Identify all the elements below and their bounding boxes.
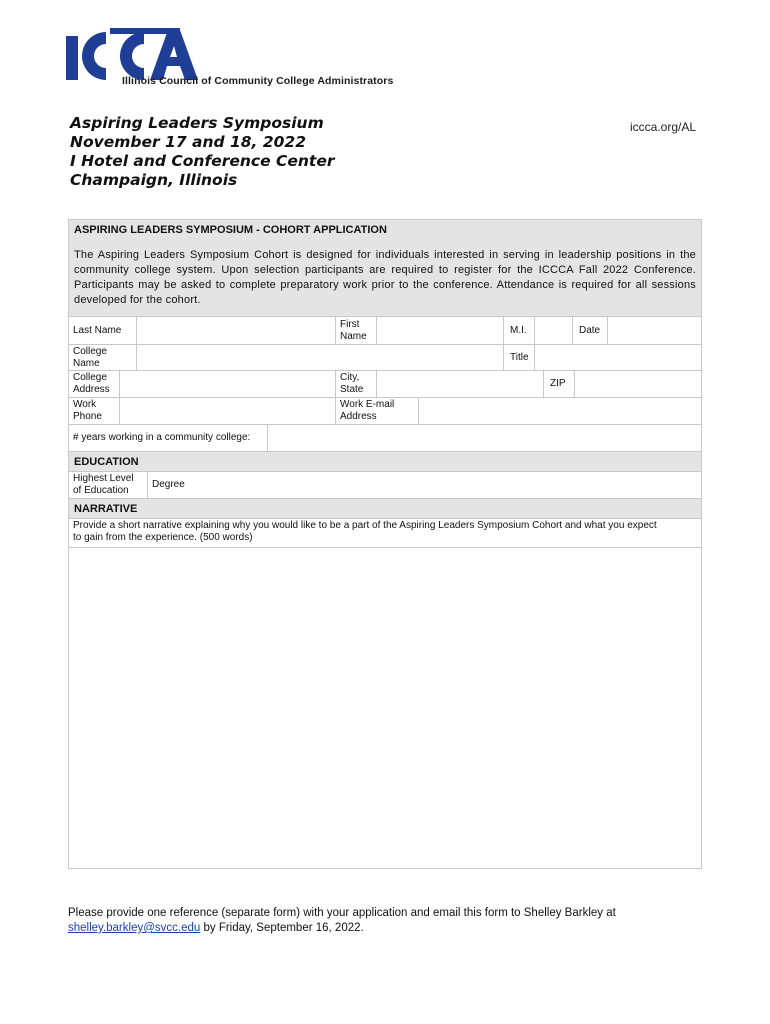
last-name-label: Last Name xyxy=(73,324,122,336)
work-email-field[interactable] xyxy=(418,398,701,424)
work-email-label: Work E-mail Address xyxy=(340,399,395,422)
city-state-label: City, State xyxy=(340,372,364,395)
event-url: iccca.org/AL xyxy=(630,120,697,134)
first-name-field[interactable] xyxy=(376,317,504,344)
work-phone-field[interactable] xyxy=(119,398,336,424)
first-name-label: First Name xyxy=(340,318,367,342)
date-field[interactable] xyxy=(607,317,701,344)
footer-deadline: by Friday, September 16, 2022. xyxy=(200,922,364,934)
event-dates: November 17 and 18, 2022 xyxy=(70,133,306,151)
degree-field[interactable] xyxy=(147,472,701,498)
years-row xyxy=(68,425,702,451)
event-title: Aspiring Leaders Symposium xyxy=(70,114,324,132)
address-row xyxy=(68,371,702,397)
narrative-section xyxy=(68,499,702,518)
title-label: Title xyxy=(510,351,529,363)
footer-note xyxy=(68,906,708,936)
contact-row xyxy=(68,398,702,424)
college-name-field[interactable] xyxy=(136,345,504,370)
city-state-field[interactable] xyxy=(376,371,544,397)
narrative-prompt-row xyxy=(68,519,702,547)
form-heading: ASPIRING LEADERS SYMPOSIUM - COHORT APPLICATION xyxy=(74,224,387,236)
education-row xyxy=(68,472,702,498)
college-address-label: College Address xyxy=(73,372,110,395)
narrative-textarea[interactable] xyxy=(68,548,702,868)
narrative-heading: NARRATIVE xyxy=(74,503,138,515)
org-name: Illinois Council of Community College Administrators xyxy=(122,75,394,87)
zip-field[interactable] xyxy=(574,371,701,397)
education-heading: EDUCATION xyxy=(74,456,139,468)
form-intro-block xyxy=(68,220,702,316)
last-name-field[interactable] xyxy=(136,317,336,344)
years-working-label: # years working in a community college: xyxy=(73,432,251,443)
mi-field[interactable] xyxy=(534,317,573,344)
work-phone-label: Work Phone xyxy=(73,399,102,422)
mi-label: M.I. xyxy=(510,324,527,336)
event-header xyxy=(70,114,335,190)
degree-label: Degree xyxy=(152,479,185,490)
event-location: Champaign, Illinois xyxy=(70,171,238,189)
zip-label: ZIP xyxy=(550,378,566,389)
years-working-field[interactable] xyxy=(267,425,701,451)
education-section xyxy=(68,452,702,471)
name-row xyxy=(68,317,702,344)
event-venue: I Hotel and Conference Center xyxy=(70,152,335,170)
contact-email-link[interactable]: shelley.barkley@svcc.edu xyxy=(68,922,201,934)
form-intro-text: The Aspiring Leaders Symposium Cohort is designed for individuals interested in serving in leadership positions in the community college system. Upon selection participants are required to register for the ICCCA Fall 2022 Conference. Participants may be asked to complete preparatory work prior to the conference. Attendance is required for all sessions developed for the cohort. xyxy=(74,249,696,306)
footer-text: Please provide one reference (separate form) with your application and email this form to Shelley Barkley at xyxy=(68,907,616,919)
narrative-prompt: Provide a short narrative explaining why you would like to be a part of the Aspiring Leaders Symposium Cohort and what you expect to gain from the experience. (500 words) xyxy=(73,520,657,543)
highest-level-label: Highest Level of Education xyxy=(73,473,134,496)
title-field[interactable] xyxy=(534,345,701,370)
college-address-field[interactable] xyxy=(119,371,336,397)
college-row xyxy=(68,345,702,370)
date-label: Date xyxy=(579,324,601,336)
college-name-label: College Name xyxy=(73,346,107,369)
